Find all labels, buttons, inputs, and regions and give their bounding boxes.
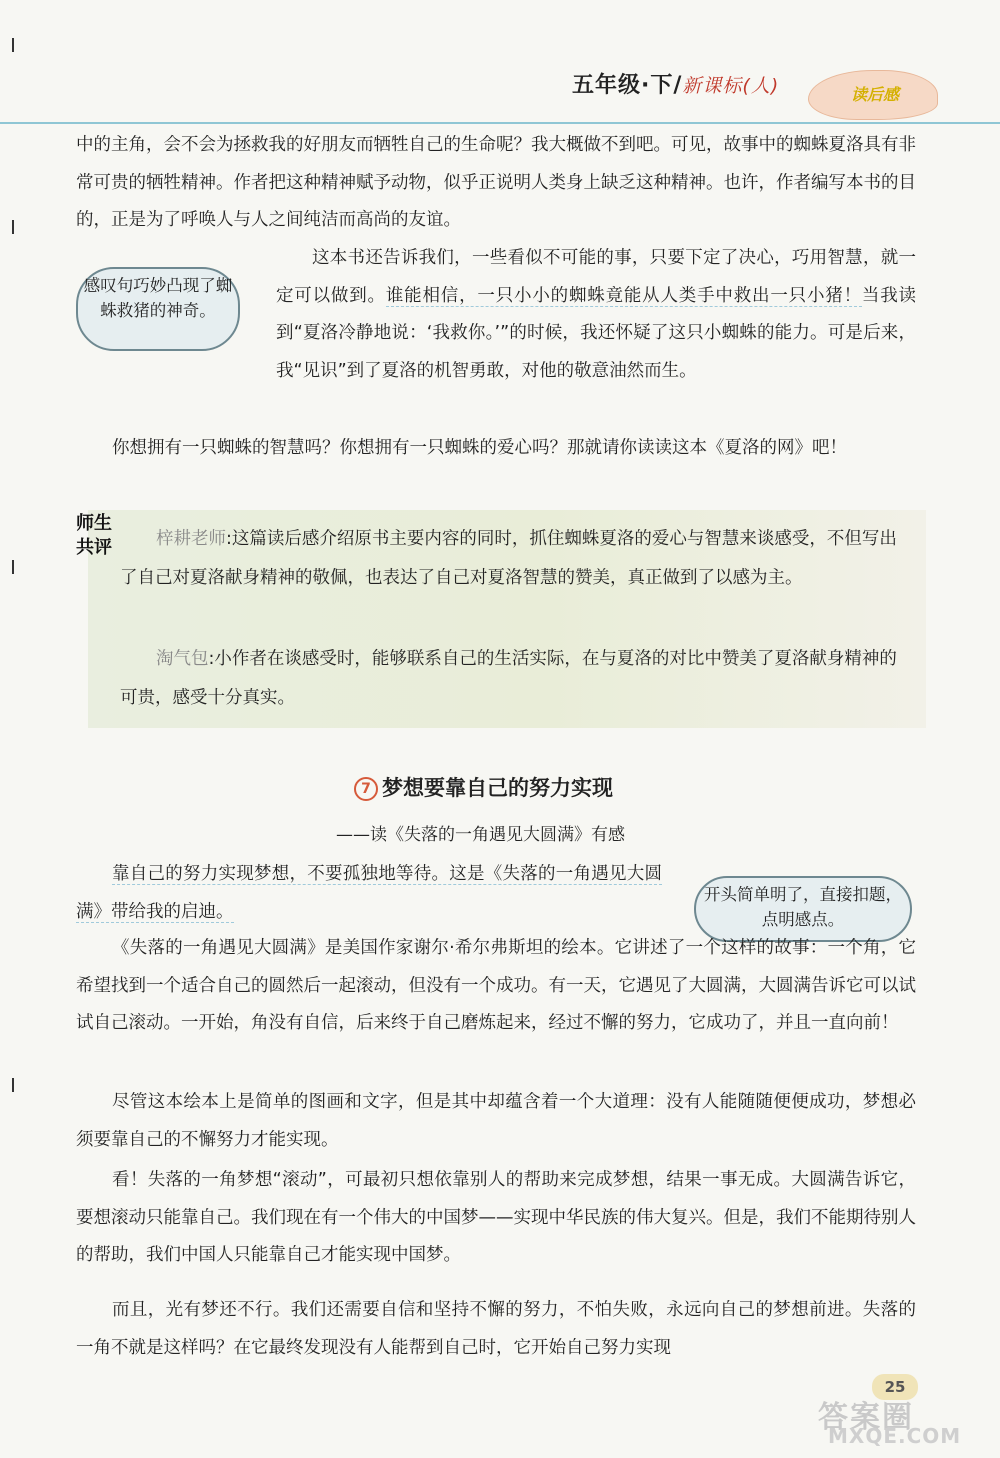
margin-note <box>76 267 240 351</box>
binding-mark <box>12 560 14 574</box>
review-label: 师生共评 <box>76 513 112 558</box>
essay-paragraph: 你想拥有一只蜘蛛的智慧吗？你想拥有一只蜘蛛的爱心吗？那就请你读读这本《夏洛的网》吧！ <box>112 438 847 458</box>
review-text: :小作者在谈感受时，能够联系自己的生活实际，在与夏洛的对比中赞美了夏洛献身精神的可贵，感受十分真实。 <box>120 649 897 708</box>
essay-paragraph: 《失落的一角遇见大圆满》是美国作家谢尔·希尔弗斯坦的绘本。它讲述了一个这样的故事：一个角，它希望找到一个适合自己的圆然后一起滚动，但没有一个成功。有一天，它遇见了大圆满，大圆满告诉它可以试试自己滚动。一开始，角没有自信，后来终于自己磨炼起来，经过不懈的努力，它成功了，并且一直向前！ <box>76 938 916 1033</box>
reviewer-name: 淘气包 <box>156 649 209 669</box>
essay-paragraph <box>276 240 916 390</box>
margin-note-text: 感叹句巧妙凸现了蜘蛛救猪的神奇。 <box>83 276 233 320</box>
binding-mark <box>12 220 14 234</box>
article-number-icon: 7 <box>354 777 378 801</box>
header-grade: 五年级·下/ <box>572 73 683 98</box>
watermark-text: 答案圈 <box>818 1400 914 1435</box>
underlined-sentence: 谁能相信，一只小小的蜘蛛竟能从人类手中救出一只小猪！ <box>385 285 862 306</box>
underlined-sentence: 靠自己的努力实现梦想，不要孤独地等待。这是《失落的一角遇见大圆满》带给我的启迪。 <box>76 864 662 922</box>
reviewer-name: 梓耕老师 <box>156 529 226 549</box>
essay-paragraph: 而且，光有梦还不行。我们还需要自信和坚持不懈的努力，不怕失败，永远向自己的梦想前进。失落的一角不就是这样吗？在它最终发现没有人能帮到自己时，它开始自己努力实现 <box>76 1300 916 1358</box>
teacher-review <box>120 520 910 598</box>
page-number: 25 <box>872 1374 918 1400</box>
paragraph-text: 当我读到“夏洛冷静地说：‘我救你。’”的时候，我还怀疑了这只小蜘蛛的能力。可是后来，我“见识”到了夏洛的机智勇敢，对他的敬意油然而生。 <box>276 285 917 381</box>
paragraph-text: 这本书还告诉我们，一些看似不可能的事，只要下定了决心，巧用智慧，就一定可以做到。 <box>276 248 916 306</box>
header-badge-text: 读后感 <box>850 85 899 104</box>
essay-paragraph: 中的主角，会不会为拯救我的好朋友而牺牲自己的生命呢？我大概做不到吧。可见，故事中的蜘蛛夏洛具有非常可贵的牺牲精神。作者把这种精神赋予动物，似乎正说明人类身上缺乏这种精神。也许，作者编写本书的目的，正是为了呼唤人与人之间纯洁而高尚的友谊。 <box>76 135 916 230</box>
watermark-url: MXQE.COM <box>828 1424 962 1448</box>
header-title <box>572 68 779 99</box>
essay-paragraph: 看！失落的一角梦想“滚动”，可最初只想依靠别人的帮助来完成梦想，结果一事无成。大圆满告诉它，要想滚动只能靠自己。我们现在有一个伟大的中国梦——实现中华民族的伟大复兴。但是，我们不能期待别人的帮助，我们中国人只能靠自己才能实现中国梦。 <box>76 1170 916 1265</box>
binding-mark <box>12 38 14 52</box>
review-text: :这篇读后感介绍原书主要内容的同时，抓住蜘蛛夏洛的爱心与智慧来谈感受，不但写出了自己对夏洛献身精神的敬佩，也表达了自己对夏洛智慧的赞美，真正做到了以感为主。 <box>120 529 897 588</box>
margin-note-text: 开头简单明了，直接扣题，点明感点。 <box>704 885 902 929</box>
article-title <box>354 772 613 802</box>
article-title-text: 梦想要靠自己的努力实现 <box>382 776 613 800</box>
essay-paragraph <box>76 856 662 931</box>
essay-paragraph: 尽管这本绘本上是简单的图画和文字，但是其中却蕴含着一个大道理：没有人能随随便便成功，梦想必须要靠自己的不懈努力才能实现。 <box>76 1092 916 1150</box>
student-review <box>120 640 910 718</box>
article-subtitle: ——读《失落的一角遇见大圆满》有感 <box>336 825 625 845</box>
binding-mark <box>12 1078 14 1092</box>
header-edition: 新课标(人) <box>682 75 780 97</box>
